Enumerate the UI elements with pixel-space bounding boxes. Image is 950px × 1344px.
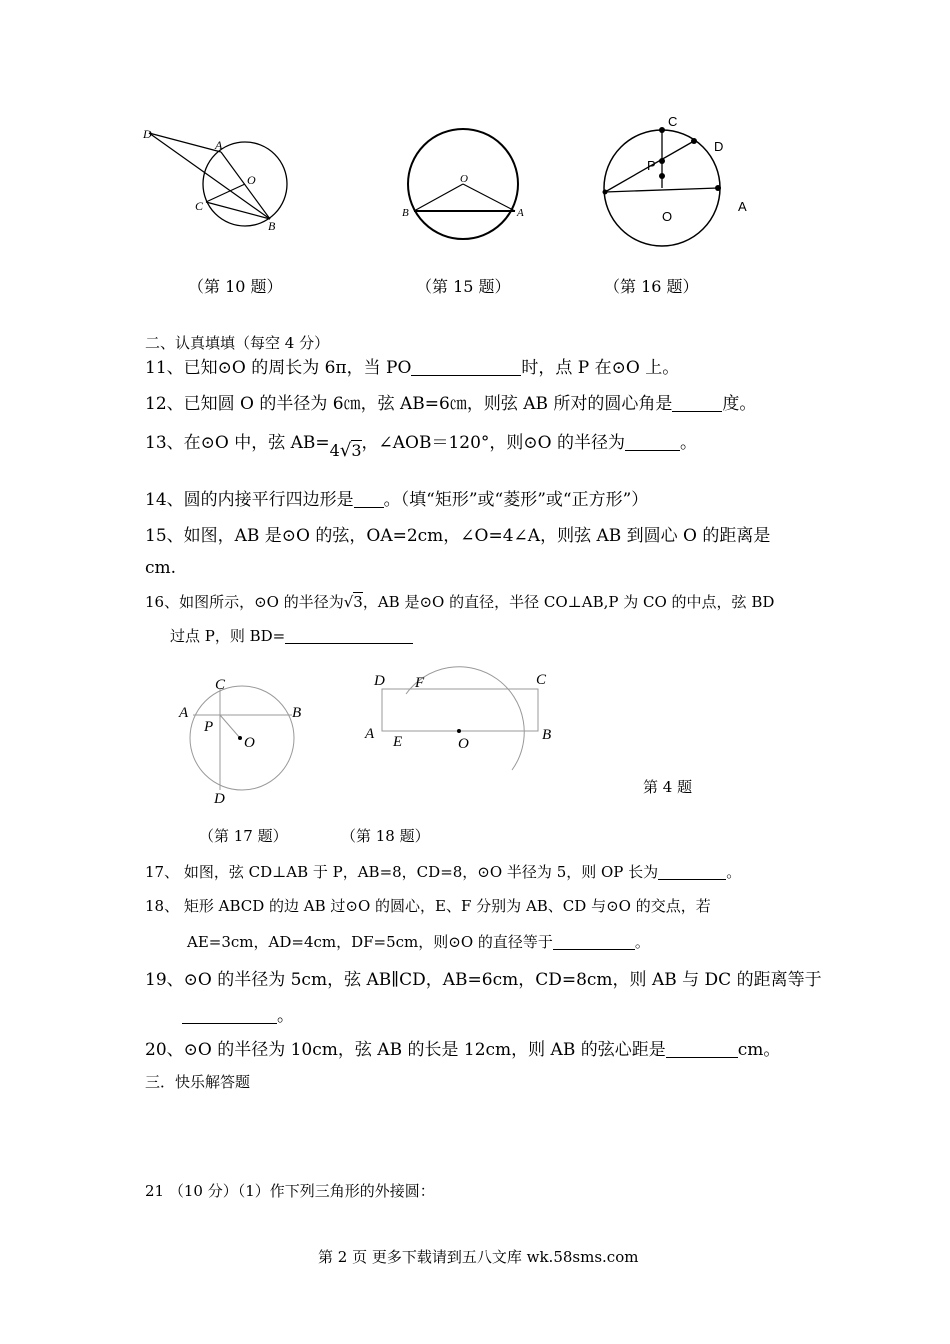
fig17-label-d: D [214,791,225,807]
fig18-caption: （第 18 题） [341,827,430,845]
fig15-label-o: O [460,173,468,185]
q12-text-post: 度。 [722,394,757,414]
q20-text-pre: 20、⊙O 的半径为 10cm，弦 AB 的长是 12cm，则 AB 的弦心距是 [145,1040,666,1060]
fig16-label-o: O [662,209,673,224]
fig16-point-d [691,138,697,144]
q16-text-post: ，AB 是⊙O 的直径，半径 CO⊥AB,P 为 CO 的中点，弦 BD [362,593,775,611]
q17-text-post: 。 [726,863,742,881]
fig16-point-b [603,190,608,195]
fig16-label-p: P [647,158,656,173]
question-21: 21 （10 分）（1）作下列三角形的外接圆： [145,1182,435,1200]
page-footer: 第 2 页 更多下载请到五八文库 wk.58sms.com [318,1248,639,1266]
question-17 [145,861,741,882]
fig18-label-c: C [536,672,547,688]
q14-text-post: 。（填“矩形”或“菱形”或“正方形”） [383,490,649,510]
fig17-label-o: O [244,735,255,751]
fig10-label-c: C [195,199,204,213]
section3-title: 三．快乐解答题 [145,1073,251,1091]
fig16-caption: （第 16 题） [604,277,699,296]
fig17-label-b: B [292,705,302,721]
fig15-line-ob [414,184,463,211]
q14-blank[interactable] [354,490,384,508]
question-11 [145,353,679,378]
q13-sqrt-expression: 4√3 [329,440,362,461]
fig17-line-po [220,715,240,738]
q11-blank[interactable] [411,358,521,376]
fig16-point-p [659,158,665,164]
fig18-label-a: A [365,726,375,742]
fig16-line-ab [605,188,718,192]
fig17-caption: （第 17 题） [199,827,288,845]
question-20 [145,1035,780,1060]
figure-18 [360,665,565,795]
question-16-line2 [170,625,413,646]
fig18-label-b: B [542,727,552,743]
q17-text-pre: 17、 如图，弦 CD⊥AB 于 P，AB=8，CD=8，⊙O 半径为 5，则 OP 长为 [145,863,659,881]
figure-15 [398,125,533,245]
q13-coef: 4 [329,441,340,460]
figure-17 [175,672,310,812]
fig10-label-a: A [215,138,223,152]
question-14 [145,485,648,510]
q16-blank[interactable] [285,628,413,644]
fig16-label-c: C [668,114,678,129]
q16-text-pre: 16、如图所示，⊙O 的半径为 [145,593,344,611]
question-19-line2 [182,1001,294,1026]
fig10-line-ab [221,152,270,219]
fig18-label-d: D [374,673,385,689]
q13-blank[interactable] [625,433,680,451]
q18-text-pre: AE=3cm，AD=4cm，DF=5cm，则⊙O 的直径等于 [187,933,553,951]
fig17-label-p: P [204,719,214,735]
fig16-point-m [659,173,665,179]
question-18-line2 [187,931,650,952]
figure-16 [595,110,760,255]
question-13 [145,428,697,461]
question-15-line2: cm. [145,558,177,578]
fig17-point-o [238,736,242,740]
fig17-label-a: A [179,705,189,721]
q13-text-pre: 13、在⊙O 中，弦 AB= [145,433,330,453]
fig16-point-a [715,185,721,191]
fig15-label-a: A [517,207,524,219]
fig18-label-o: O [458,736,469,752]
fig18-label-e: E [393,734,403,750]
fig18-rectangle [382,689,538,731]
fig10-line-da [149,133,221,152]
q19-text-post: 。 [277,1006,294,1026]
section2-title: 二、认真填填（每空 4 分） [145,334,330,352]
fig16-label-d: D [714,139,724,154]
q16-radicand: 3 [353,593,363,611]
fig10-label-o: O [247,173,256,187]
fig10-caption: （第 10 题） [188,277,283,296]
question-16 [145,591,774,612]
fig18-label-f: F [415,675,425,691]
q12-text-pre: 12、已知圆 O 的半径为 6㎝，弦 AB=6㎝，则弦 AB 所对的圆心角是 [145,394,673,414]
fig16-label-a: A [738,199,747,214]
figure-10 [135,120,305,245]
fig18-point-o [457,729,461,733]
q11-text-post: 时，点 P 在⊙O 上。 [521,358,680,378]
q13-radicand: 3 [351,441,362,460]
q16-line2-text: 过点 P，则 BD= [170,627,286,645]
fig10-line-cb [206,202,270,219]
q14-text-pre: 14、圆的内接平行四边形是 [145,490,354,510]
q20-blank[interactable] [666,1040,738,1058]
fig10-label-b: B [268,219,276,233]
fig15-line-oa [463,184,515,211]
question-15-line1: 15、如图，AB 是⊙O 的弦，OA=2cm，∠O=4∠A，则弦 AB 到圆心 O 的距离是 [145,526,771,546]
fig16-point-c [659,127,665,133]
q13-text-mid: ，∠AOB＝120°，则⊙O 的半径为 [361,433,625,453]
q19-blank[interactable] [182,1006,277,1024]
fig4-caption: 第 4 题 [643,778,693,796]
q12-blank[interactable] [672,394,722,412]
q11-text-pre: 11、已知⊙O 的周长为 6π，当 PO [145,358,412,378]
q20-text-post: cm。 [737,1040,781,1060]
q18-blank[interactable] [553,934,635,950]
question-12 [145,389,756,414]
question-18-line1: 18、 矩形 ABCD 的边 AB 过⊙O 的圆心，E、F 分别为 AB、CD 与⊙O 的交点，若 [145,897,711,915]
fig15-label-b: B [402,207,409,219]
q18-text-post: 。 [634,933,650,951]
fig15-caption: （第 15 题） [416,277,511,296]
fig10-label-d: D [143,127,152,141]
q13-text-post: 。 [679,433,697,453]
question-19-line1: 19、⊙O 的半径为 5cm，弦 AB∥CD，AB=6cm，CD=8cm，则 AB 与 DC 的距离等于 [145,970,822,990]
q17-blank[interactable] [658,864,726,880]
q16-sqrt-expression: √3 [343,593,363,611]
fig17-label-c: C [215,677,226,693]
